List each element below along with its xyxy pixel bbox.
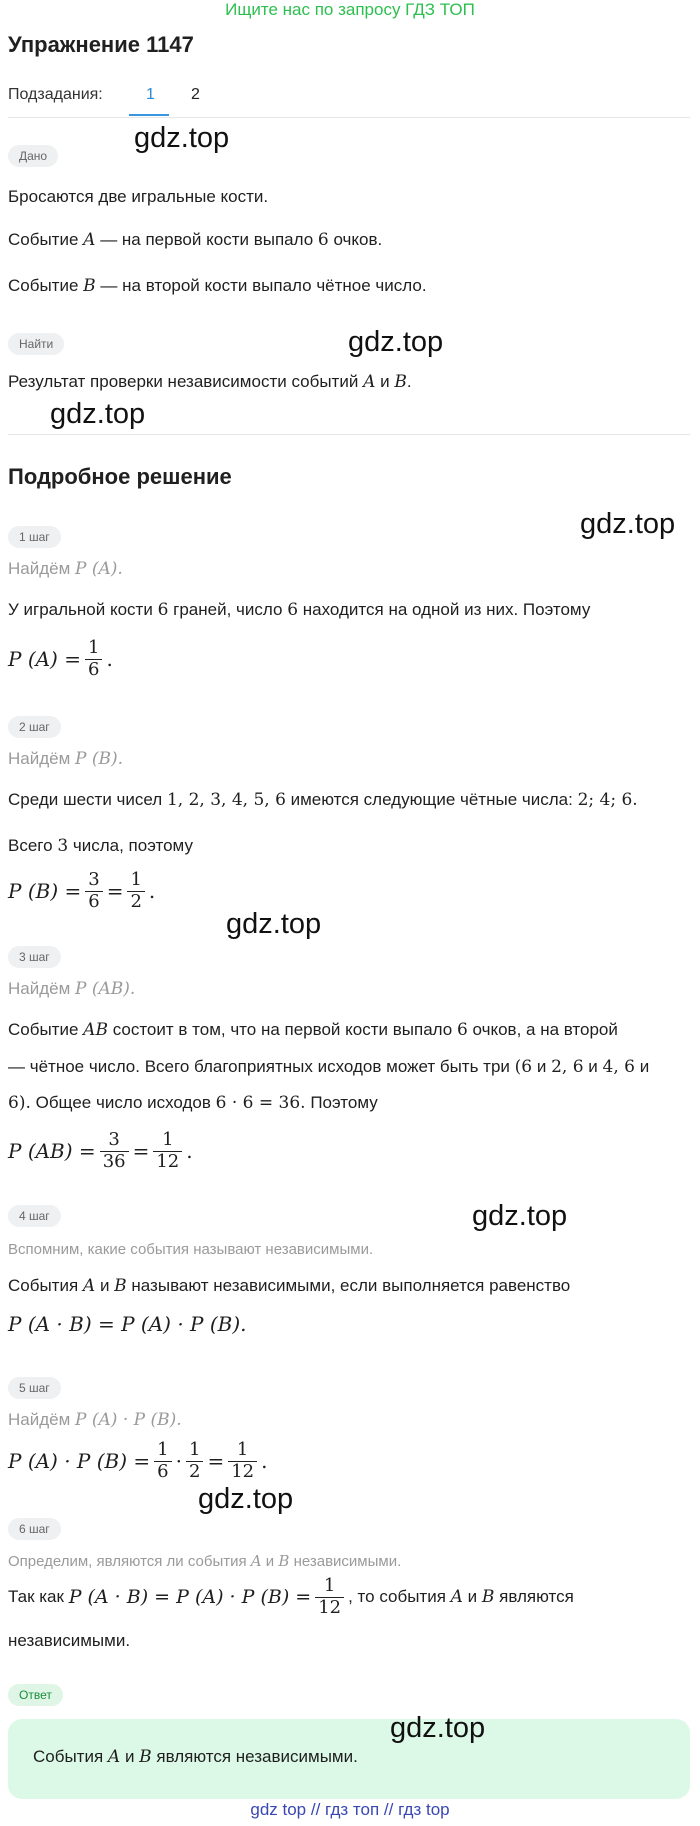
step-3-line-2: — чётное число. Всего благоприятных исходов может быть три (6 и 2, 6 и 4, 6 и	[8, 1057, 650, 1077]
watermark: gdz.top	[580, 508, 676, 540]
step-2-text: Среди шести чисел 1, 2, 3, 4, 5, 6 имеются следующие чётные числа: 2; 4; 6.	[8, 790, 638, 810]
divider	[8, 434, 690, 435]
answer-text: События A и B являются независимыми.	[33, 1747, 358, 1767]
given-line-1: Бросаются две игральные кости.	[8, 187, 269, 206]
footer-link-2[interactable]: гдз топ	[325, 1800, 380, 1819]
fraction: $\frac{1}{12}$	[228, 1440, 257, 1482]
step-1-goal: Найдём P (A).	[8, 559, 123, 579]
fraction: $\frac{1}{2}$	[127, 870, 144, 912]
footer-separator: //	[383, 1800, 394, 1819]
watermark: gdz.top	[226, 908, 322, 940]
search-banner: Ищите нас по запросу ГДЗ ТОП	[225, 0, 475, 19]
page-title: Упражнение 1147	[8, 32, 194, 57]
watermark: gdz.top	[348, 326, 444, 358]
find-badge: Найти	[8, 333, 64, 355]
step-2-goal: Найдём P (B).	[8, 749, 124, 769]
tab-subtask-2[interactable]: 2	[191, 86, 200, 103]
step-2-text-2: Всего 3 числа, поэтому	[8, 836, 193, 856]
step-6-text-2: независимыми.	[8, 1631, 131, 1650]
step-3-goal: Найдём P (AB).	[8, 979, 136, 999]
footer-link-3[interactable]: гдз top	[398, 1800, 450, 1819]
answer-badge: Ответ	[8, 1684, 63, 1706]
step-5-formula: P (A) · P (B) = $\frac{1}{6}$ · $\frac{1}{2}$ = $\frac{1}{12}$ .	[8, 1439, 268, 1482]
footer-links	[0, 1800, 700, 1820]
watermark: gdz.top	[198, 1483, 294, 1515]
divider	[8, 117, 690, 118]
given-badge: Дано	[8, 145, 58, 167]
step-3-badge: 3 шаг	[8, 946, 61, 968]
fraction: $\frac{1}{2}$	[186, 1440, 203, 1482]
step-6-badge: 6 шаг	[8, 1518, 61, 1540]
fraction: $\frac{3}{36}$	[100, 1130, 129, 1172]
solution-title: Подробное решение	[8, 464, 232, 489]
step-1-badge: 1 шаг	[8, 526, 61, 548]
step-2-badge: 2 шаг	[8, 716, 61, 738]
step-1-formula: P (A) = $\frac{1}{6}$ .	[8, 637, 113, 680]
watermark: gdz.top	[472, 1200, 568, 1232]
step-3-line-1: Событие AB состоит в том, что на первой кости выпало 6 очков, а на второй	[8, 1020, 618, 1040]
step-4-recall: Вспомним, какие события называют независимыми.	[8, 1241, 374, 1258]
step-6-text: Так как P (A · B) = P (A) · P (B) = $\frac{1}{12}$ , то события A и B являются	[8, 1575, 574, 1618]
subtasks-label: Подзадания:	[8, 86, 103, 103]
tab-subtask-1[interactable]: 1	[146, 86, 155, 103]
fraction: $\frac{1}{6}$	[154, 1440, 171, 1482]
step-1-text: У игральной кости 6 граней, число 6 находится на одной из них. Поэтому	[8, 600, 591, 620]
footer-separator: //	[310, 1800, 321, 1819]
fraction: $\frac{1}{12}$	[153, 1130, 182, 1172]
footer-link-1[interactable]: gdz top	[250, 1800, 307, 1819]
step-4-formula: P (A · B) = P (A) · P (B).	[8, 1312, 247, 1336]
find-text: Результат проверки независимости событий A и B.	[8, 372, 412, 392]
fraction: $\frac{3}{6}$	[85, 870, 102, 912]
step-5-badge: 5 шаг	[8, 1377, 61, 1399]
step-5-goal: Найдём P (A) · P (B).	[8, 1410, 182, 1430]
step-3-line-3: 6). Общее число исходов 6 · 6 = 36. Поэтому	[8, 1093, 378, 1113]
step-2-formula: P (B) = $\frac{3}{6}$ = $\frac{1}{2}$ .	[8, 869, 156, 912]
given-line-3: Событие B — на второй кости выпало чётное число.	[8, 276, 427, 296]
watermark: gdz.top	[390, 1712, 486, 1744]
fraction: $\frac{1}{6}$	[85, 638, 102, 680]
fraction: $\frac{1}{12}$	[315, 1576, 344, 1618]
watermark: gdz.top	[50, 398, 146, 430]
step-6-goal: Определим, являются ли события A и B независимыми.	[8, 1552, 402, 1570]
step-4-text: События A и B называют независимыми, если выполняется равенство	[8, 1276, 571, 1296]
step-3-formula: P (AB) = $\frac{3}{36}$ = $\frac{1}{12}$ .	[8, 1129, 193, 1172]
step-4-badge: 4 шаг	[8, 1205, 61, 1227]
given-line-2: Событие A — на первой кости выпало 6 очков.	[8, 230, 383, 250]
watermark: gdz.top	[134, 122, 230, 154]
active-tab-indicator	[129, 114, 169, 116]
